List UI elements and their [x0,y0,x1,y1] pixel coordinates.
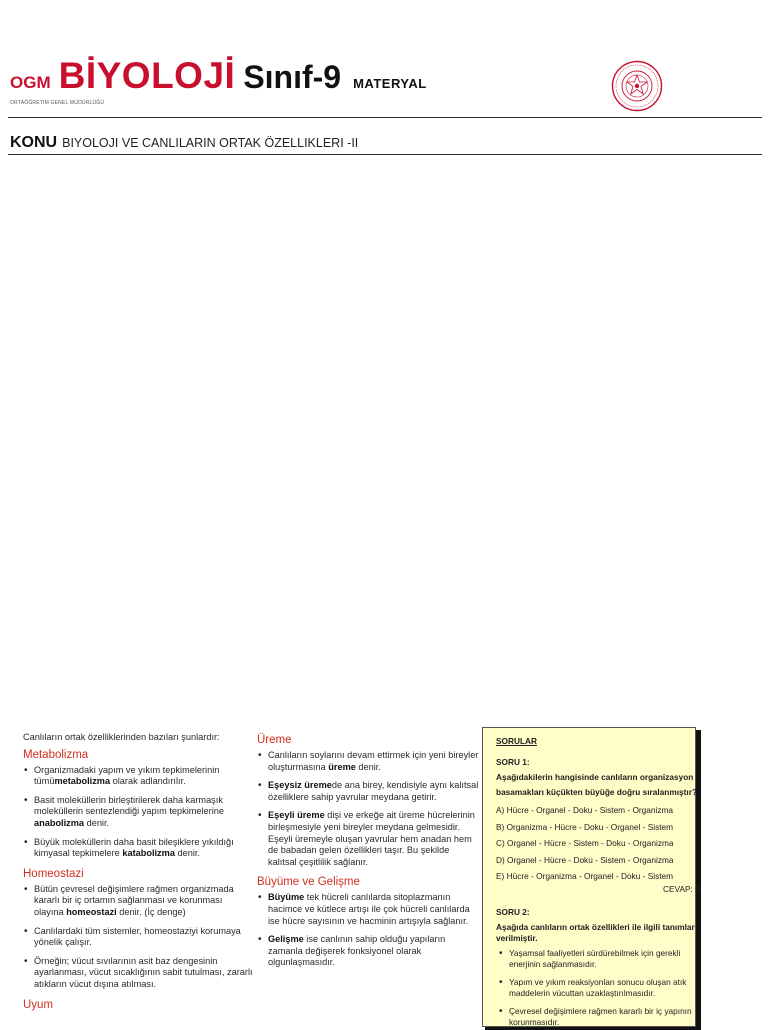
list-item: • Yaşamsal faaliyetleri sürdürebilmek için gerekli enerjinin sağlanmasıdır. [496,948,708,970]
content-column-middle [257,733,479,976]
question-1-text-line2: basamakları küçükten büyüğe doğru sıralanmıştır? [496,787,698,797]
intro-text: Canlıların ortak özelliklerinden bazıları şunlardır: [23,732,220,742]
section-title-homeostazi: Homeostazi [23,867,84,880]
question-2-text-line1: Aşağıda canlıların ortak özellikleri ile ilgili tanımlar [496,921,695,932]
question-1-number: SORU 1: [496,757,530,767]
section-title-ureme: Üreme [257,734,292,746]
content-column-left [23,732,253,1015]
list-item: • Canlıların soylarını devam ettirmek için yeni bireyler oluşturmasına üreme denir. [257,750,479,773]
question-1-answer: CEVAP: D [663,883,702,894]
ministry-seal-icon [611,60,663,112]
list-item: • Bütün çevresel değişimlere rağmen organizmada kararlı bir iç ortamın sağlanması ve korunması olayına homeostazi denir. (İç denge) [23,884,253,919]
homeostazi-list [23,884,253,991]
section-title-metabolizma: Metabolizma [23,748,89,761]
list-item: • Canlılardaki tüm sistemler, homeostaziyi korumaya yönelik çalışır. [23,926,253,949]
question-2-number: SORU 2: [496,906,530,917]
questions-heading: SORULAR [496,736,538,746]
page-header [8,56,760,118]
list-item: • Organizmadaki yapım ve yıkım tepkimelerinin tümümetabolizma olarak adlandırılır. [23,765,253,788]
konu-title: BIYOLOJI VE CANLILARIN ORTAK ÖZELLIKLERI -II [62,136,359,150]
materyal-label: MATERYAL [353,76,427,91]
list-item: • Eşeysiz üremede ana birey, kendisiyle aynı kalıtsal özelliklere sahip yavrular meydana getirir. [257,780,479,803]
question-1-text-line1: Aşağıdakilerin hangisinde canlıların organizasyon [496,772,694,782]
section-title-buyume: Büyüme ve Gelişme [257,876,360,889]
topic-line [10,134,358,152]
list-item: • Büyüme tek hücreli canlılarda sitoplazmanın hacimce ve kütlece artışı ile çok hücreli canlılarda ise hücre sayısının ve hacminin artışıyla sağlanır. [257,892,479,927]
ogm-logo-text: OGM [10,73,51,92]
question-1-option-a: A) Hücre - Organel - Doku - Sistem - Organizma [496,805,674,815]
question-1-option-d: D) Organel - Hücre - Doku - Sistem - Organizma [496,854,674,865]
questions-box [482,727,702,1027]
list-item: • Yapım ve yıkım reaksiyonları sonucu oluşan atık maddelerin vücuttan uzaklaştırılmasıdır. [496,977,708,999]
list-item: • Büyük moleküllerin daha basit bileşiklere yıkıldığı kimyasal tepkimelere katabolizma denir. [23,837,253,860]
section-title-uyum: Uyum [23,998,54,1011]
buyume-list [257,892,479,969]
ureme-list [257,750,479,868]
header-divider [8,117,762,118]
list-item: • Gelişme ise canlının sahip olduğu yapıların zamanla değişerek fonksiyonel olarak olgunlaşmasıdır. [257,934,479,969]
question-2-list [496,948,695,1028]
question-2-text-line2: verilmiştir. [496,932,538,943]
grade-label: Sınıf-9 [243,59,342,95]
topic-divider [8,154,762,155]
list-item: • Örneğin; vücut sıvılarının asit baz dengesinin ayarlanması, vücut sıcaklığının sabit tutulması, zararlı atıkların vücut dışına atılması. [23,956,253,991]
list-item: • Eşeyli üreme dişi ve erkeğe ait üreme hücrelerinin birleşmesiyle yeni bireyler meydana gelmesidir. Eşeyli üremeyle oluşan yavrular hem anadan hem de babadan gelen özellikleri taşır. Bu şekilde kalıtsal çeşitlilik sağlanır. [257,810,479,868]
question-1-option-e: E) Hücre - Organizma - Organel - Doku - Sistem [496,871,674,881]
subject-title: BİYOLOJİ [58,55,236,96]
list-item: • Basit moleküllerin birleştirilerek daha karmaşık moleküllerin sentezlendiği yapım tepkimelerine anabolizma denir. [23,795,253,830]
konu-label: KONU [10,134,58,151]
directorate-subtitle: ORTAÖĞRETİM GENEL MÜDÜRLÜĞÜ [10,100,105,106]
question-1-option-c: C) Organel - Hücre - Sistem - Doku - Organizma [496,838,674,848]
question-1-option-b: B) Organizma - Hücre - Doku - Organel - Sistem [496,821,674,832]
brand-line [10,56,427,97]
metabolizma-list [23,765,253,860]
list-item: • Çevresel değişimlere rağmen kararlı bir iç yapının korunmasıdır. [496,1006,708,1028]
